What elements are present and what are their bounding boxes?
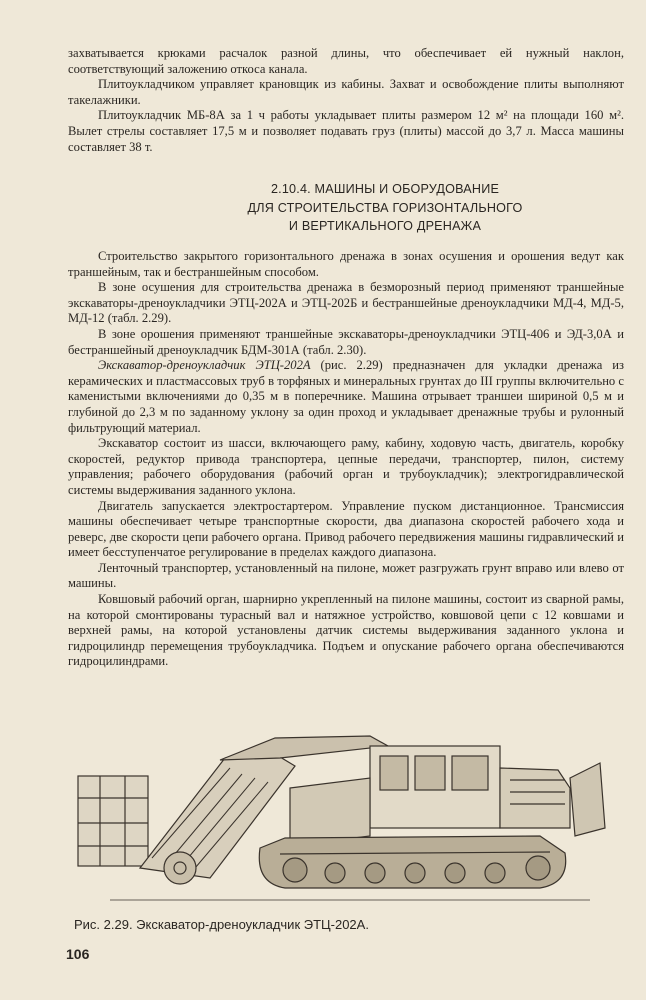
paragraph: Ковшовый рабочий орган, шарнирно укрепленный на пилоне машины, состоит из сварной рамы, на которой смонтированы турасный вал и натяжное устройство, ковшовой цепи с 12 ковшами и верхней рамы, на которой установлены датчик системы выдерживания заданного уклона и гидроцилиндр перемещения трубоукладчика. Подъем и опускание рабочего органа обеспечиваются гидроцилиндрами. bbox=[68, 592, 624, 669]
paragraph-machine-description bbox=[68, 358, 624, 436]
paragraph: Плитоукладчик МБ-8А за 1 ч работы укладывает плиты размером 12 м² на площади 160 м². Вылет стрелы составляет 17,5 м и позволяет подавать груз (плиты) массой до 3,7 л. Масса машины составляет 38 т. bbox=[68, 108, 624, 154]
section-heading-line: 2.10.4. МАШИНЫ И ОБОРУДОВАНИЕ bbox=[270, 182, 500, 196]
figure-caption: Рис. 2.29. Экскаватор-дреноукладчик ЭТЦ-202А. bbox=[74, 917, 369, 932]
machine-description-text: (рис. 2.29) предназначен для укладки дренажа из керамических и пластмассовых труб в торфяных и минеральных грунтах до III группы включительно с каменистыми включениями до 0,35 м в поперечнике. Машина отрывает траншеи шириной 0,5 м и глубиной до 2,3 м по заданному уклону за один проход и укладывает дренажные трубы и рулонный фильтрующий материал. bbox=[68, 358, 624, 435]
section-heading-line: И ВЕРТИКАЛЬНОГО ДРЕНАЖА bbox=[288, 219, 482, 233]
excavator-illustration bbox=[70, 718, 610, 908]
paragraph: Ленточный транспортер, установленный на пилоне, может разгружать грунт вправо или влево от машины. bbox=[68, 560, 624, 591]
section-heading-line: ДЛЯ СТРОИТЕЛЬСТВА ГОРИЗОНТАЛЬНОГО bbox=[247, 200, 523, 215]
paragraph: Экскаватор состоит из шасси, включающего раму, кабину, ходовую часть, двигатель, коробку скоростей, редуктор привода транспортера, цепные передачи, транспортер, пилон, систему управления; рабочего оборудования (рабочий орган и трубоукладчик); электрогидравлической системы выдерживания заданного уклона. bbox=[68, 436, 624, 497]
top-text-block bbox=[68, 46, 624, 155]
section-heading bbox=[150, 180, 620, 236]
paragraph-continuation: захватывается крюками расчалок разной длины, что обеспечивает ей нужный наклон, соответствующий заложению откоса канала. bbox=[68, 46, 624, 76]
paragraph: В зоне осушения для строительства дренажа в безморозный период применяют траншейные экскаваторы-дреноукладчики ЭТЦ-202А и ЭТЦ-202Б и бестраншейные дреноукладчики МД-4, МД-5, МД-12 (табл. 2.29). bbox=[68, 280, 624, 326]
machine-name-italic: Экскаватор-дреноукладчик ЭТЦ-202А bbox=[98, 358, 311, 373]
body-text-block bbox=[68, 249, 624, 670]
paragraph: Плитоукладчиком управляет крановщик из кабины. Захват и освобождение плиты выполняют такелажники. bbox=[68, 77, 624, 107]
page-number: 106 bbox=[66, 946, 90, 962]
paragraph: Двигатель запускается электростартером. Управление пуском дистанционное. Трансмиссия машины обеспечивает четыре транспортные скорости, два диапазона скоростей рабочего хода и реверс, две скорости цепи рабочего органа. Привод рабочего передвижения машины гидравлический и имеет бесступенчатое регулирование в пределах каждого диапазона. bbox=[68, 498, 624, 560]
paragraph: Строительство закрытого горизонтального дренажа в зонах осушения и орошения ведут как траншейным, так и бестраншейным способом. bbox=[68, 249, 624, 279]
paragraph: В зоне орошения применяют траншейные экскаваторы-дреноукладчики ЭТЦ-406 и ЭД-3,0А и бестраншейный дреноукладчик БДМ-301А (табл. 2.30). bbox=[68, 326, 624, 357]
